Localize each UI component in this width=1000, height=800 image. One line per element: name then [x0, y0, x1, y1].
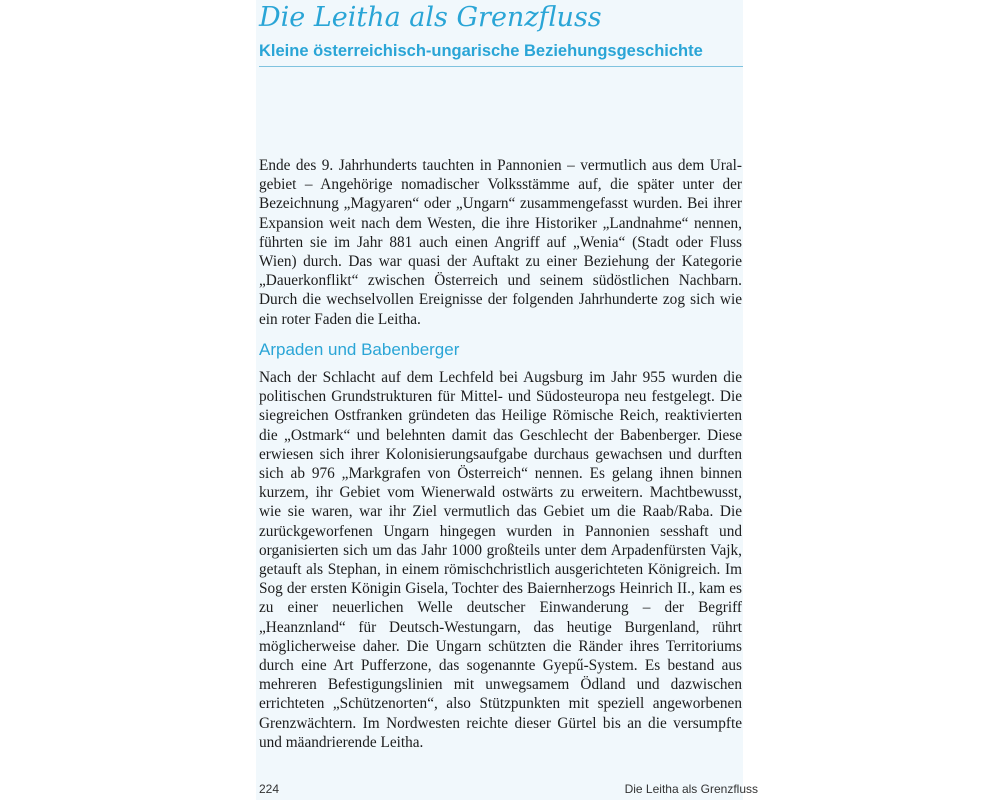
title-divider	[259, 66, 743, 67]
page-number: 224	[259, 782, 280, 796]
body-paragraph-2: Nach der Schlacht auf dem Lechfeld bei Augsburg im Jahr 955 wurden die politischen Grundstrukturen für Mittel- und Südosteuropa neu festgelegt. Die siegreichen Ostfranken gründeten das Heilige Römische Reich, reaktivierten die „Ostmark“ und belehnten damit das Geschlecht der Babenberger. Diese erwiesen sich ihrer Kolonisierungsaufgabe durchaus gewachsen und durften sich ab 976 „Markgrafen von Österreich“ nennen. Es gelang ihnen binnen kurzem, ihr Gebiet vom Wienerwald ostwärts zu erweitern. Machtbewusst, wie sie waren, war ihr Ziel vermutlich das Gebiet um die Raab/Raba. Die zurückgeworfenen Ungarn hingegen wurden in Pannonien sesshaft und organisierten sich um das Jahr 1000 großteils unter dem Arpadenfürsten Vajk, getauft als Stephan, in einem römischchristlich ausgerichteten Königreich. Im Sog der ersten Königin Gisela, Tochter des Baiernherzogs Heinrich II., kam es zu einer neuerlichen Welle deutscher Einwanderung – der Begriff „Heanznland“ für Deutsch-Westungarn, das heutige Burgenland, rührt möglicherweise daher. Die Ungarn schützten die Ränder ihres Territoriums durch eine Art Pufferzone, das sogenannte Gyepű-System. Es bestand aus mehreren Befestigungslinien mit unwegsamem Ödland und dazwischen errichteten „Schützenorten“, also Stützpunkten mit speziell angeworbenen Grenzwächtern. Im Nordwesten reichte dieser Gürtel bis an die versumpfte und mäandrierende Leitha.	[259, 369, 742, 751]
running-title: Die Leitha als Grenzfluss	[624, 782, 758, 796]
body-paragraph-1: Ende des 9. Jahrhunderts tauchten in Pannonien – vermutlich aus dem Uralgebiet – Angehörige nomadischer Volksstämme auf, die später unter der Bezeichnung „Magyaren“ oder „Ungarn“ zusammengefasst wurden. Bei ihrer Expansion weit nach dem Westen, die ihre Historiker „Landnahme“ nennen, führten sie im Jahr 881 auch einen Angriff auf „Wenia“ (Stadt oder Fluss Wien) durch. Das war quasi der Auftakt zu einer Beziehung der Kategorie „Dauerkonflikt“ zwischen Österreich und seinem südöstlichen Nachbarn. Durch die wechselvollen Ereignisse der folgenden Jahrhunderte zog sich wie ein roter Faden die Leitha.	[259, 157, 742, 328]
page-subtitle: Kleine österreichisch-ungarische Beziehungsgeschichte	[259, 42, 703, 60]
section-heading: Arpaden und Babenberger	[259, 340, 460, 359]
page-title: Die Leitha als Grenzfluss	[259, 2, 602, 33]
